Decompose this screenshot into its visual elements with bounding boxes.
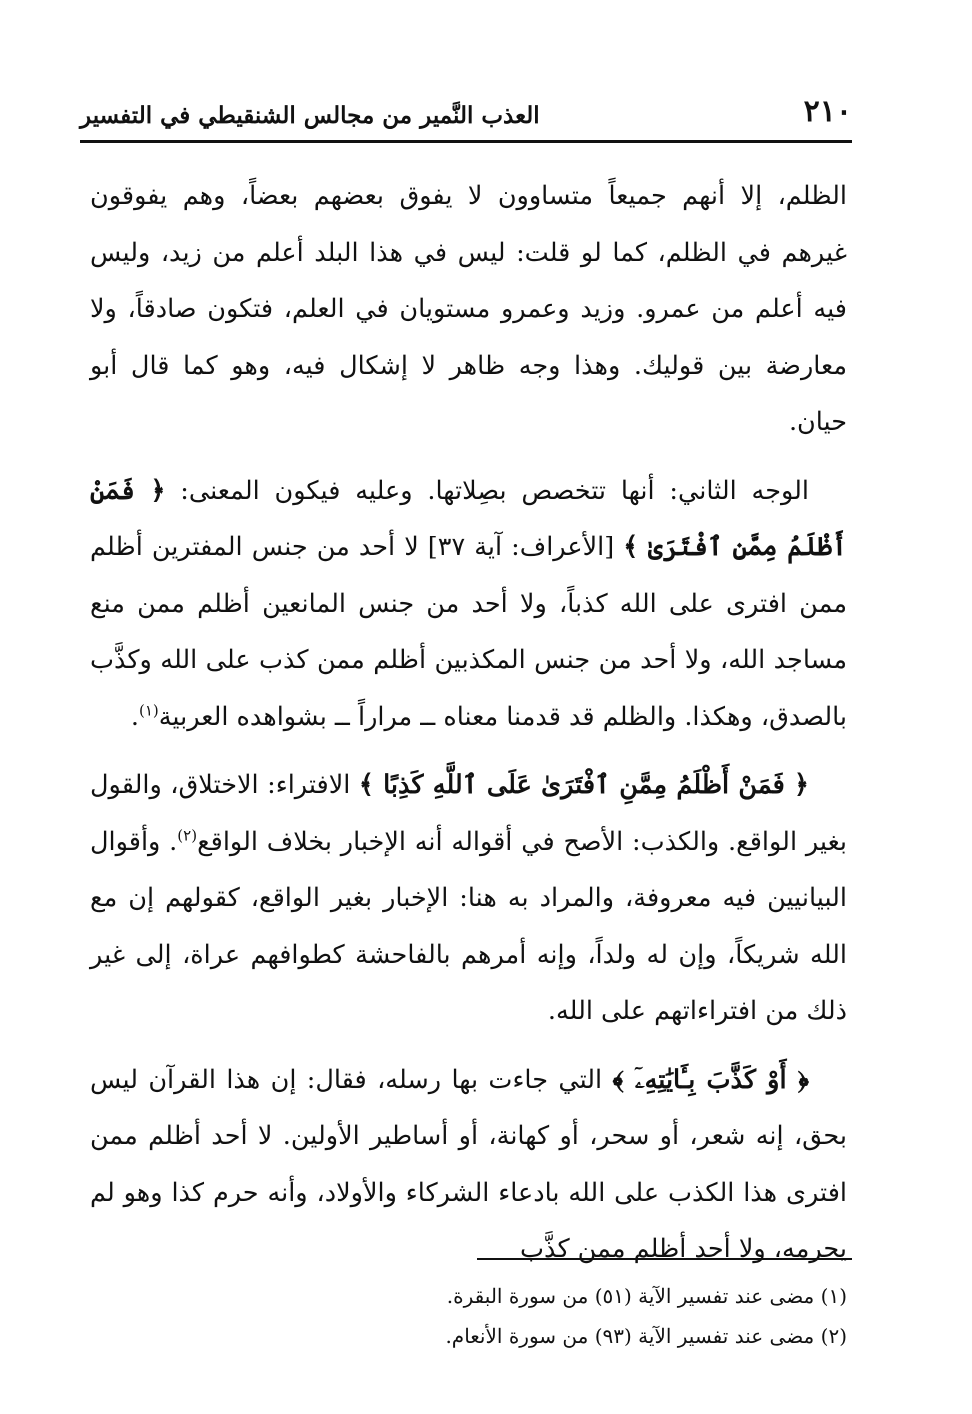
paragraph-1: الظلم، إلا أنهم جميعاً متساوون لا يفوق بعضهم بعضاً، وهم يفوقون غيرهم في الظلم، كما لو قلت: ليس في هذا البلد أعلم من زيد، وليس فيه أعلم من عمرو. وزيد وعمرو مستويان في العلم، فتكون صادقاً، ولا معارضة بين قوليك. وهذا وجه ظاهر لا إشكال فيه، وهو كما قال أبو حيان. [90,181,847,437]
footnote-1: (١) مضى عند تفسير الآية (٥١) من سورة البقرة. [446,1284,847,1308]
running-title: العذب النَّمير من مجالس الشنقيطي في التفسير [80,102,540,129]
footnote-ref-1[interactable]: (١) [138,701,159,719]
quran-verse: ﴿ فَمَنْ أَظْلَمُ مِمَّنِ ٱفْتَرَىٰ عَلَى ٱللَّهِ كَذِبًا ﴾ [358,770,809,800]
paragraph-2-end: . [130,701,139,732]
footnote-rule [477,1258,852,1260]
quran-verse: ﴿ أَوْ كَذَّبَ بِـَٔايَٰتِهِۦٓ ﴾ [612,1064,809,1095]
paragraph-2 [90,463,847,746]
paragraph-3-text-1: الافتراء: الاختلاق، والقول بغير الواقع. والكذب: الأصح في أقواله أنه الإخبار بخلاف الواقع [90,770,847,857]
paragraph-3 [90,757,847,1040]
page-header [80,96,852,138]
paragraph-2-text: [الأعراف: آية ٣٧] لا أحد من جنس المفترين أظلم ممن افترى على الله كذباً، ولا أحد من جنس المانعين أظلم ممن منع مساجد الله، ولا أحد من جنس المكذبين أظلم ممن كذب على الله وكذَّب بالصدق، وهكذا. والظلم قد قدمنا معناه ــ مراراً ــ بشواهده العربية [90,532,847,732]
paragraph-3-text-2: . وأقوال البيانيين فيه معروفة، والمراد به هنا: الإخبار بغير الواقع، كقولهم إن مع الله شريكاً، وإن له ولداً، وإنه أمرهم بالفاحشة كطوافهم عراة، إلى غير ذلك من افتراءاتهم على الله. [90,826,847,1026]
footnote-ref-2[interactable]: (٢) [177,826,198,844]
main-text [90,168,847,1278]
footnotes [300,1276,847,1356]
paragraph-2-intro: الوجه الثاني: أنها تتخصص بصِلاتها. وعليه فيكون المعنى: [180,475,809,506]
footnote-2: (٢) مضى عند تفسير الآية (٩٣) من سورة الأنعام. [445,1324,847,1348]
quran-verse: ﴿ فَمَنْ أَظْلَمُ مِمَّنِ ٱفْتَرَىٰ ﴾ [90,475,847,562]
header-rule [80,140,852,143]
paragraph-4-text: التي جاءت بها رسله، فقال: إن هذا القرآن ليس بحق، إنه شعر، أو سحر، أو كهانة، أو أساطير الأولين. لا أحد أظلم ممن افترى هذا الكذب على الله بادعاء الشركاء والأولاد، وأنه حرم كذا وهو لم يحرمه، ولا أحد أظلم ممن كذَّب [90,1064,847,1264]
paragraph-4 [90,1052,847,1278]
page-number: ٢١٠ [803,94,852,129]
